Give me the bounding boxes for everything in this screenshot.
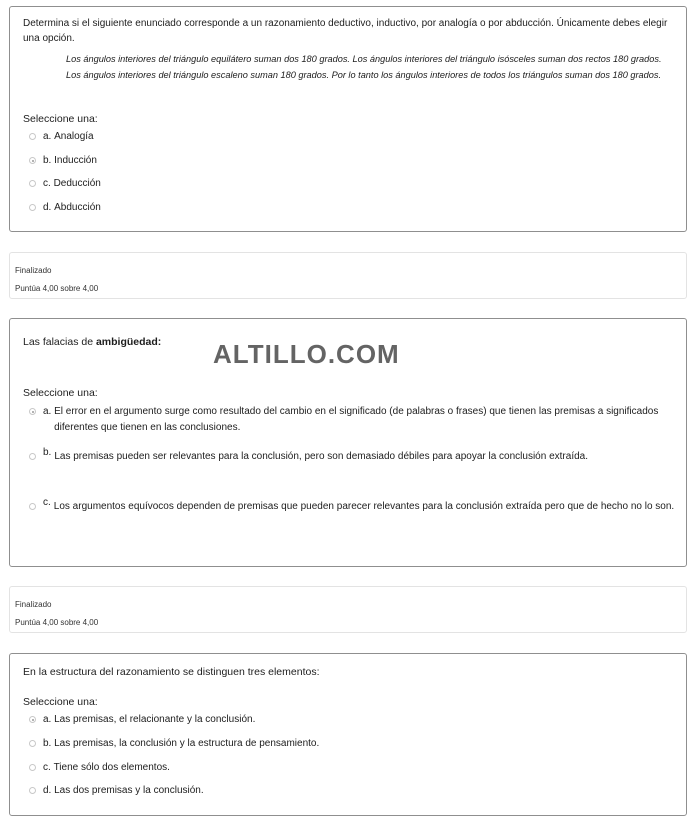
option-a[interactable] xyxy=(29,404,684,436)
radio-button[interactable] xyxy=(29,503,36,510)
option-a[interactable] xyxy=(29,712,255,728)
option-text: Las premisas, el relacionante y la conclusión. xyxy=(54,714,256,725)
radio-button[interactable] xyxy=(29,787,36,794)
option-text: El error en el argumento surge como resultado del cambio en el significado (de palabras o frases) que tienen las premisas a significados diferentes que tienen en las conclusiones. xyxy=(54,406,659,433)
radio-button[interactable] xyxy=(29,740,36,747)
question-grade: Puntúa 4,00 sobre 4,00 xyxy=(15,284,99,293)
question-info-1 xyxy=(9,252,687,299)
question-text-prefix: Las falacias de xyxy=(23,336,96,348)
question-text-bold: ambigüedad: xyxy=(95,336,162,348)
option-b[interactable] xyxy=(29,449,684,465)
option-text: Las dos premisas y la conclusión. xyxy=(54,785,204,796)
option-letter: c. xyxy=(43,762,51,773)
select-label: Seleccione una: xyxy=(23,696,98,708)
question-card-1 xyxy=(9,6,687,232)
radio-button-selected[interactable] xyxy=(29,408,36,415)
radio-button[interactable] xyxy=(29,453,36,460)
option-text: Abducción xyxy=(54,202,101,213)
option-letter: a. xyxy=(43,406,52,417)
question-info-2 xyxy=(9,586,687,633)
option-b[interactable] xyxy=(29,736,319,752)
option-letter: b. xyxy=(43,447,52,458)
question-state: Finalizado xyxy=(15,600,52,609)
select-label: Seleccione una: xyxy=(23,387,98,399)
option-text: Inducción xyxy=(54,155,97,166)
select-label: Seleccione una: xyxy=(23,113,98,125)
question-text: Determina si el siguiente enunciado corresponde a un razonamiento deductivo, inductivo, por analogía o por abducción. Únicamente debes elegir una opción. xyxy=(23,18,668,44)
question-quote: Los ángulos interiores del triángulo equilátero suman dos 180 grados. Los ángulos interiores del triángulo isósceles suman dos rectos 180 grados. Los ángulos interiores del triángulo escaleno suman 180 grados. Por lo tanto los ángulos interiores de todos los triángulos suman dos 180 grados. xyxy=(66,54,662,80)
option-letter: a. xyxy=(43,714,52,725)
option-b[interactable] xyxy=(29,153,97,169)
option-text: Las premisas, la conclusión y la estructura de pensamiento. xyxy=(54,738,320,749)
option-letter: b. xyxy=(43,155,52,166)
option-c[interactable] xyxy=(29,499,684,515)
question-text xyxy=(23,335,161,350)
option-text: Las premisas pueden ser relevantes para la conclusión, pero son demasiado débiles para apoyar la conclusión extraída. xyxy=(54,451,588,462)
question-grade: Puntúa 4,00 sobre 4,00 xyxy=(15,618,99,627)
option-letter: b. xyxy=(43,738,52,749)
radio-button[interactable] xyxy=(29,133,36,140)
radio-button[interactable] xyxy=(29,764,36,771)
option-c[interactable] xyxy=(29,760,170,776)
radio-button-selected[interactable] xyxy=(29,716,36,723)
option-letter: d. xyxy=(43,785,52,796)
option-letter: d. xyxy=(43,202,52,213)
option-a[interactable] xyxy=(29,129,94,145)
option-text: Los argumentos equívocos dependen de premisas que pueden parecer relevantes para la conclusión extraída pero que de hecho no lo son. xyxy=(53,501,675,512)
option-d[interactable] xyxy=(29,783,204,799)
option-text: Analogía xyxy=(54,131,94,142)
option-text: Deducción xyxy=(53,178,101,189)
option-letter: c. xyxy=(43,178,51,189)
watermark: ALTILLO.COM xyxy=(213,339,400,369)
option-c[interactable] xyxy=(29,176,101,192)
radio-button[interactable] xyxy=(29,180,36,187)
option-letter: a. xyxy=(43,131,52,142)
option-letter: c. xyxy=(43,497,51,508)
question-text: En la estructura del razonamiento se distinguen tres elementos: xyxy=(23,666,320,678)
radio-button[interactable] xyxy=(29,204,36,211)
option-text: Tiene sólo dos elementos. xyxy=(53,762,170,773)
option-d[interactable] xyxy=(29,200,101,216)
question-state: Finalizado xyxy=(15,266,52,275)
question-card-3 xyxy=(9,653,687,816)
radio-button-selected[interactable] xyxy=(29,157,36,164)
